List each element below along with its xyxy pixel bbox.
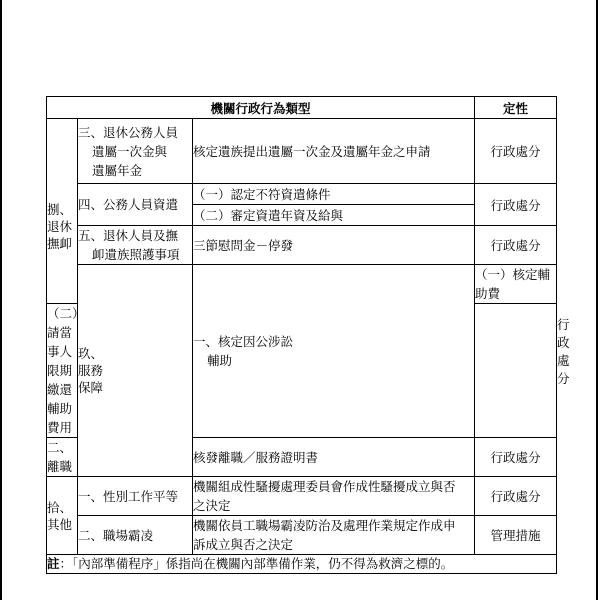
nature-cell: 行政處分 (475, 438, 557, 477)
subcategory-cell: 二、職場霸凌 (78, 516, 193, 555)
page-frame-left-border (0, 0, 2, 600)
nature-cell: 行政處分 (475, 119, 557, 184)
description-cell (193, 477, 475, 516)
description-cell (193, 516, 475, 555)
table-row (47, 184, 557, 205)
category-cell (47, 119, 78, 304)
note-label: 註 (47, 556, 60, 571)
header-nature: 定性 (475, 97, 557, 119)
description-cell: （一）認定不符資遣條件 (193, 184, 475, 205)
subcategory-cell (78, 119, 193, 184)
category-line: 保障 (78, 380, 104, 395)
category-line: 退休 (47, 218, 73, 234)
subcategory-cell: 一、性別工作平等 (78, 477, 193, 516)
description-cell: 三節慰問金－停發 (193, 226, 475, 265)
nature-cell: 行政處分 (475, 184, 557, 226)
table-header-row (47, 97, 557, 119)
description-line: 訴成立與否之決定 (193, 537, 294, 552)
subcategory-line: 一、核定因公涉訟 (193, 334, 294, 349)
subcategory-cell (193, 265, 475, 438)
table-row: 玖、 服務 保障 一、核定因公涉訟 輔助 （一）核定輔助費 行政處分 (47, 265, 557, 304)
administrative-action-table (46, 96, 570, 574)
description-cell: （二）請當事人限期繳還輔助費用 (47, 304, 78, 438)
subcategory-cell: 四、公務人員資遣 (78, 184, 193, 226)
subcategory-line: 五、退休人員及撫 (78, 228, 179, 243)
subcategory-line: 遺屬一次金與 (92, 143, 168, 159)
nature-cell: 行政處分 (475, 477, 557, 516)
description-line: 機關依員工職場霸凌防治及處理作業規定作成申 (193, 518, 456, 533)
description-line: 機關組成性騷擾處理委員會作成性騷擾成立與否 (193, 479, 456, 494)
table-row (47, 226, 557, 265)
category-line: 其他 (47, 516, 73, 532)
subcategory-line: 三、退休公務人員 (78, 124, 179, 140)
category-line: 拾、 (47, 499, 73, 515)
header-type: 機關行政行為類型 (47, 97, 475, 119)
table-row (47, 516, 557, 555)
table-row (47, 119, 557, 184)
description-cell: （一）核定輔助費 (475, 265, 557, 304)
category-line: 服務 (78, 363, 104, 378)
category-cell (47, 477, 78, 555)
subcategory-line: 遺屬年金 (92, 162, 143, 178)
description-cell: （二）審定資遣年資及給與 (193, 205, 475, 226)
note-row (47, 555, 557, 574)
description-cell: 核定遺族提出遺屬一次金及遺屬年金之申請 (193, 119, 475, 184)
category-cell (78, 265, 193, 477)
note-text: ：「內部準備程序」係指尚在機關內部準備作業，仍不得為救濟之標的。 (59, 556, 454, 571)
description-cell: 核發離職／服務證明書 (193, 438, 475, 477)
category-line: 玖、 (78, 346, 104, 361)
description-line: 之決定 (193, 498, 231, 513)
subcategory-line: 卹遺族照護事項 (92, 247, 180, 262)
page-frame-right-border (596, 0, 598, 600)
subcategory-cell (78, 226, 193, 265)
nature-cell: 行政處分 (475, 226, 557, 265)
category-line: 撫卹 (47, 235, 73, 251)
subcategory-cell: 二、離職 (47, 438, 78, 477)
category-line: 捌、 (47, 201, 73, 217)
note-cell (47, 555, 557, 574)
subcategory-line: 輔助 (207, 353, 233, 368)
table-row (47, 477, 557, 516)
nature-cell: 管理措施 (475, 516, 557, 555)
